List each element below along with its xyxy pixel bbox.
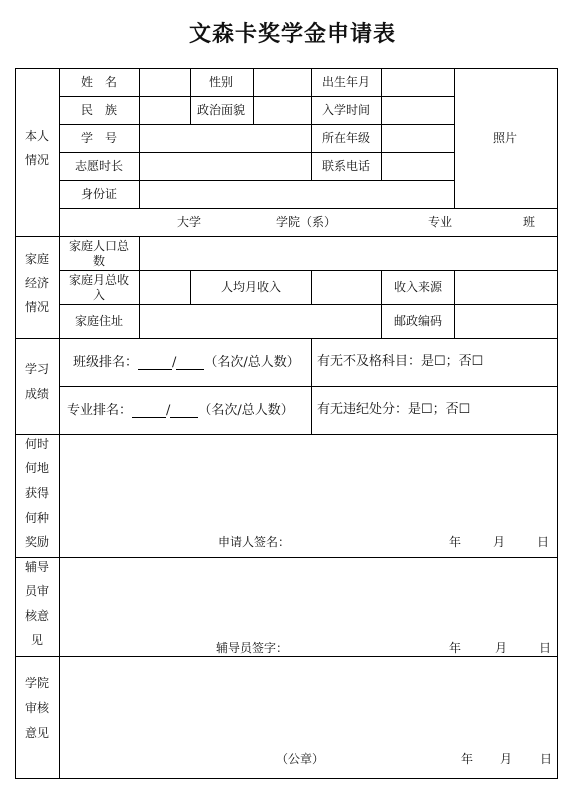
section-label-personal-2: 情况 (24, 153, 50, 167)
university-label: 大学 (176, 215, 202, 229)
col-line (454, 270, 455, 338)
awards-day: 日 (536, 535, 550, 549)
border-bottom (15, 778, 558, 779)
awards-label-2: 何地 (24, 461, 50, 475)
section-line (15, 236, 558, 237)
row-line (59, 180, 454, 181)
col-line (381, 68, 382, 180)
class-rank-blank[interactable] (138, 355, 172, 370)
class-rank-slash: / (172, 355, 177, 370)
enroll-label: 入学时间 (321, 103, 371, 117)
ethnicity-label: 民 族 (80, 103, 118, 117)
population-label-1: 家庭人口总 (68, 239, 130, 253)
major-rank-blank[interactable] (132, 403, 166, 418)
address-label: 家庭住址 (74, 314, 124, 328)
class-label: 班 (522, 215, 536, 229)
row-line (59, 208, 557, 209)
row-line (59, 124, 454, 125)
border-top (15, 68, 558, 69)
applicant-signature-label: 申请人签名： (218, 535, 291, 549)
col-line (139, 236, 140, 338)
major-total-blank[interactable] (170, 403, 198, 418)
form-title: 文森卡奖学金申请表 (188, 21, 396, 47)
section-label-family-2: 经济 (24, 276, 50, 290)
discipline-question: 有无违纪处分：是☐；否☐ (317, 402, 471, 417)
section-line (15, 557, 558, 558)
phone-label: 联系电话 (321, 159, 371, 173)
major-label: 专业 (427, 215, 453, 229)
counselor-label-1: 辅导 (24, 560, 50, 574)
row-line (59, 96, 454, 97)
college-month: 月 (499, 752, 513, 766)
official-seal-label: （公章） (275, 752, 325, 766)
grade-label: 所在年级 (321, 131, 371, 145)
awards-label-1: 何时 (24, 437, 50, 451)
col-line (311, 68, 312, 180)
college-year: 年 (460, 752, 474, 766)
awards-label-5: 奖励 (24, 535, 50, 549)
income-label-1: 家庭月总收 (68, 273, 130, 287)
population-label-2: 数 (92, 254, 106, 268)
section-label-family-3: 情况 (24, 300, 50, 314)
border-left (15, 68, 16, 779)
awards-label-4: 何种 (24, 511, 50, 525)
counselor-month: 月 (494, 641, 508, 655)
income-label-2: 入 (92, 288, 106, 302)
row-line (59, 270, 557, 271)
col-line (454, 68, 455, 208)
gender-label: 性别 (208, 75, 234, 89)
birth-label: 出生年月 (321, 75, 371, 89)
col-line (190, 270, 191, 304)
student-id-label: 学 号 (80, 131, 118, 145)
awards-label-3: 获得 (24, 486, 50, 500)
id-card-label: 身份证 (80, 187, 118, 201)
college-review-label-1: 学院 (24, 676, 50, 690)
col-line (381, 270, 382, 338)
counselor-label-4: 见 (30, 633, 44, 647)
col-line (311, 338, 312, 434)
major-rank-label: 专业排名： (67, 403, 133, 418)
section-label-family-1: 家庭 (24, 252, 50, 266)
per-capita-label: 人均月收入 (220, 280, 282, 294)
border-right (557, 68, 558, 779)
college-review-label-2: 审核 (24, 701, 50, 715)
section-line (15, 656, 558, 657)
counselor-label-3: 核意 (24, 609, 50, 623)
income-source-label: 收入来源 (393, 280, 443, 294)
row-line (59, 152, 454, 153)
college-day: 日 (539, 752, 553, 766)
class-rank-label: 班级排名： (73, 355, 139, 370)
col-line (139, 68, 140, 208)
awards-month: 月 (492, 535, 506, 549)
section-label-personal-1: 本人 (24, 129, 50, 143)
college-review-label-3: 意见 (24, 726, 50, 740)
counselor-day: 日 (538, 641, 552, 655)
awards-year: 年 (448, 535, 462, 549)
row-line (59, 304, 557, 305)
col-line (311, 270, 312, 304)
col-line (190, 68, 191, 124)
class-rank-line (73, 355, 300, 370)
class-total-blank[interactable] (176, 355, 204, 370)
name-label: 姓 名 (80, 75, 118, 89)
college-label: 学院（系） (275, 215, 337, 229)
volunteer-label: 志愿时长 (74, 159, 124, 173)
counselor-label-2: 员审 (24, 584, 50, 598)
section-label-grades-1: 学习 (24, 362, 50, 376)
col-line (253, 68, 254, 124)
class-rank-unit: （名次/总人数） (204, 355, 300, 370)
row-line (59, 386, 557, 387)
major-rank-unit: （名次/总人数） (198, 403, 294, 418)
major-rank-slash: / (166, 403, 171, 418)
counselor-year: 年 (448, 641, 462, 655)
fail-question: 有无不及格科目：是☐；否☐ (317, 354, 484, 369)
label-column-divider (59, 68, 60, 779)
section-line (15, 434, 558, 435)
application-form (15, 68, 558, 779)
section-line (15, 338, 558, 339)
counselor-signature-label: 辅导员签字： (216, 641, 289, 655)
political-label: 政治面貌 (196, 103, 246, 117)
major-rank-line (67, 403, 294, 418)
photo-label: 照片 (492, 131, 518, 145)
postcode-label: 邮政编码 (393, 314, 443, 328)
section-label-grades-2: 成绩 (24, 387, 50, 401)
